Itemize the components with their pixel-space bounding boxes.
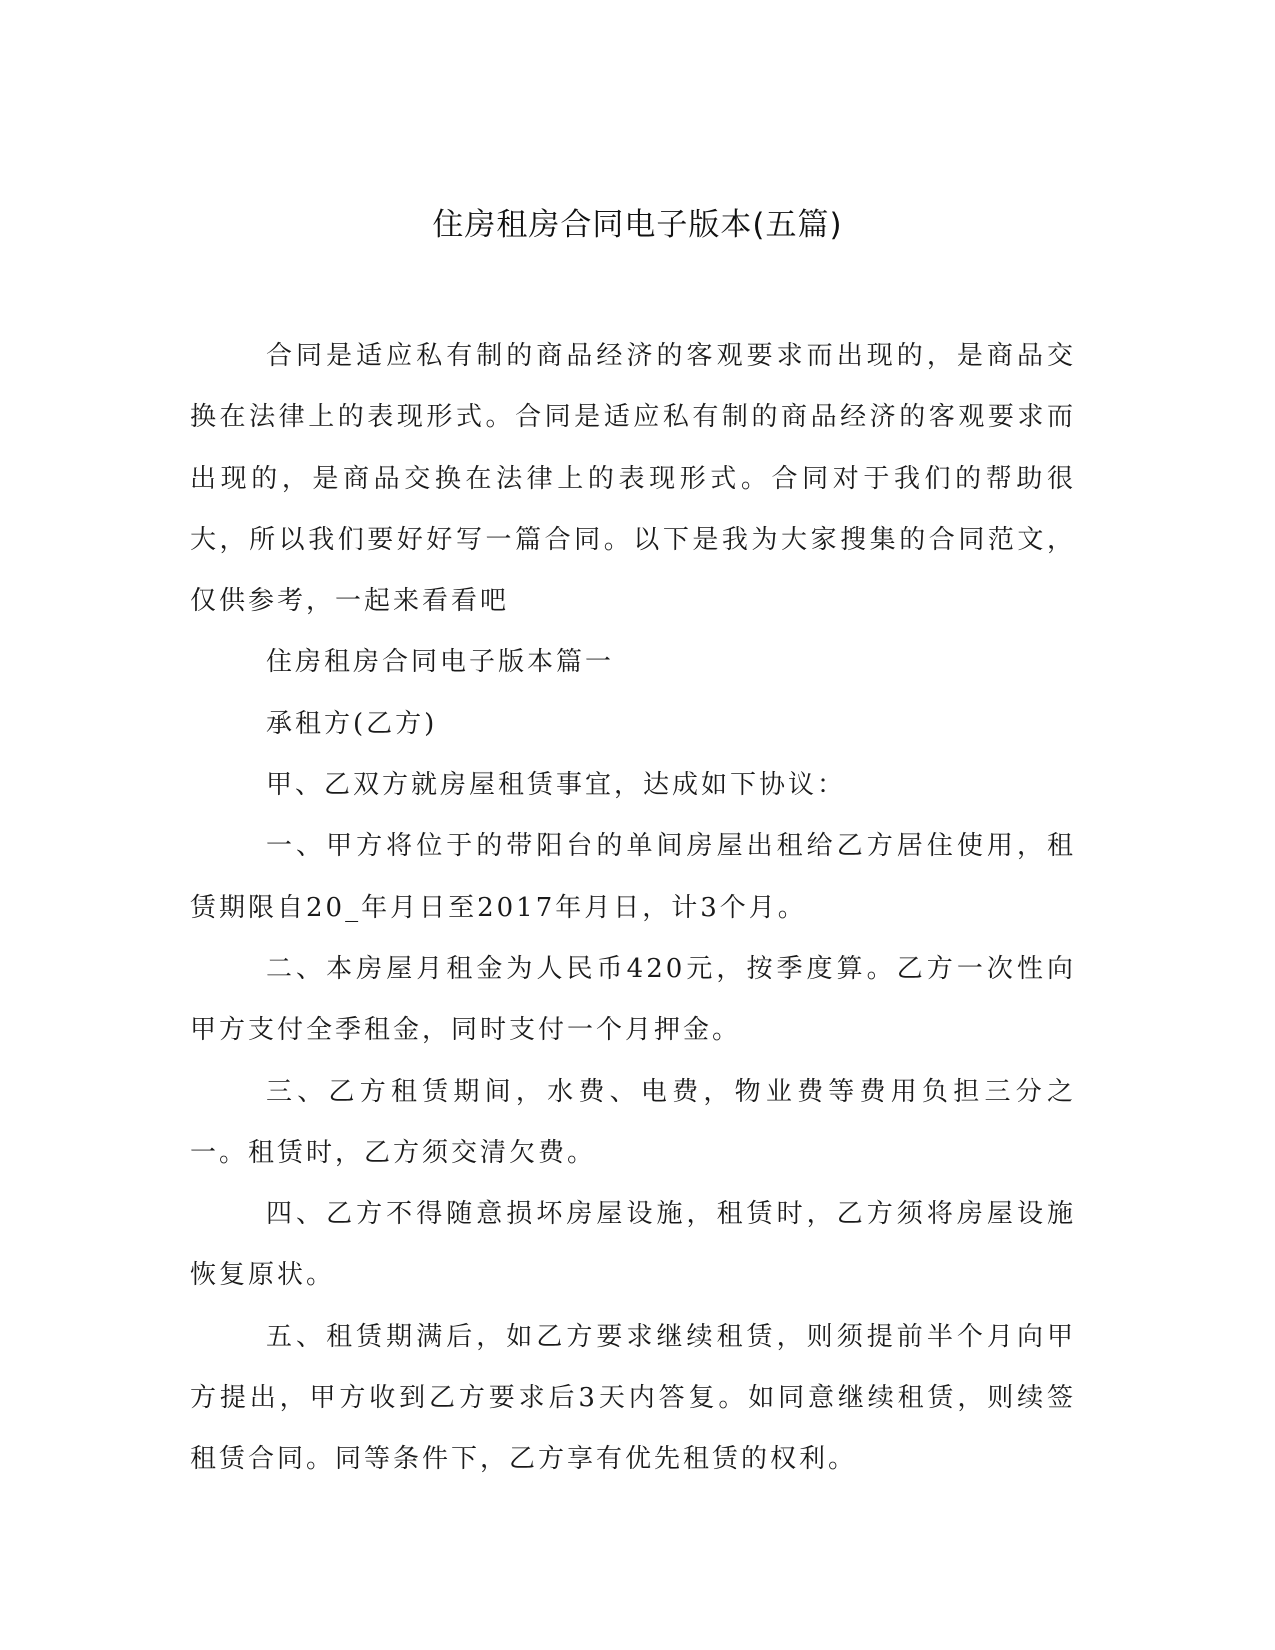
intro-paragraph: 合同是适应私有制的商品经济的客观要求而出现的，是商品交换在法律上的表现形式。合同是适应私有制的商品经济的客观要求而出现的，是商品交换在法律上的表现形式。合同对于我们的帮助很大，所以我们要好好写一篇合同。以下是我为大家搜集的合同范文，仅供参考，一起来看看吧 [190, 341, 1076, 617]
clause-1: 一、甲方将位于的带阳台的单间房屋出租给乙方居住使用，租赁期限自20_年月日至2017年月日，计3个月。 [190, 831, 1076, 923]
document-title: 住房租房合同电子版本(五篇) [432, 207, 843, 243]
clause-2: 二、本房屋月租金为人民币420元，按季度算。乙方一次性向甲方支付全季租金，同时支付一个月押金。 [190, 953, 1076, 1046]
document-body [190, 326, 1076, 1491]
section-heading: 住房租房合同电子版本篇一 [266, 647, 615, 678]
agreement-intro: 甲、乙双方就房屋租赁事宜，达成如下协议： [266, 770, 847, 801]
clause-4: 四、乙方不得随意损坏房屋设施，租赁时，乙方须将房屋设施恢复原状。 [190, 1199, 1076, 1291]
clause-3: 三、乙方租赁期间，水费、电费，物业费等费用负担三分之一。租赁时，乙方须交清欠费。 [190, 1076, 1076, 1168]
lessee-line: 承租方(乙方) [266, 708, 438, 739]
clause-5: 五、租赁期满后，如乙方要求继续租赁，则须提前半个月向甲方提出，甲方收到乙方要求后3天内答复。如同意继续租赁，则续签租赁合同。同等条件下，乙方享有优先租赁的权利。 [190, 1321, 1076, 1475]
